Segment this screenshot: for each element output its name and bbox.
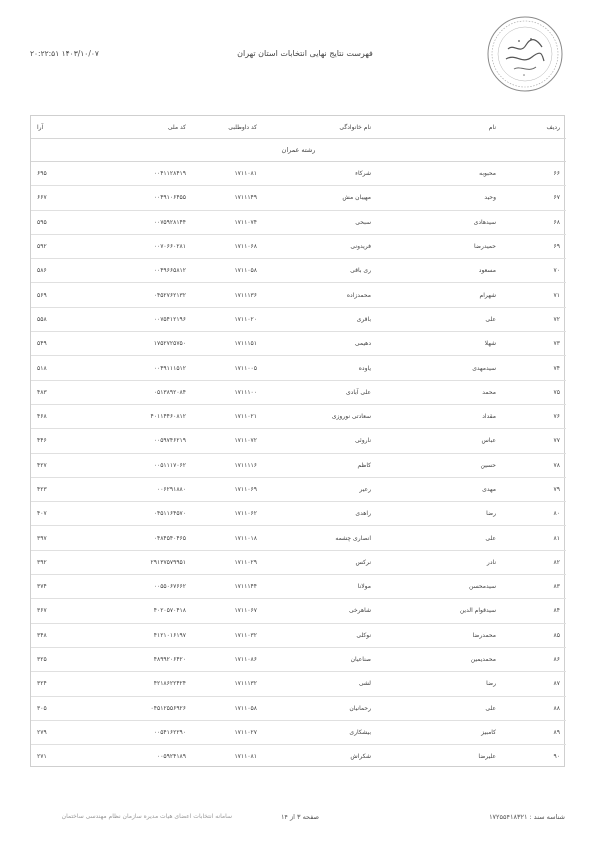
cell-votes: ۵۹۲ [31, 234, 68, 258]
cell-rank: ۷۲ [502, 307, 566, 331]
cell-last-name: محمدزاده [263, 283, 377, 307]
cell-votes: ۳۷۴ [31, 575, 68, 599]
cell-last-name: دهیمی [263, 332, 377, 356]
cell-rank: ۷۰ [502, 259, 566, 283]
cell-votes: ۴۰۷ [31, 502, 68, 526]
cell-votes: ۳۴۸ [31, 623, 68, 647]
cell-first-name: کامبیز [377, 720, 502, 744]
cell-first-name: علی [377, 307, 502, 331]
table-caption-row [31, 139, 566, 162]
cell-rank: ۸۵ [502, 623, 566, 647]
cell-national-code: ۱۷۱۱۰۸۱ [234, 753, 257, 761]
cell-votes: ۵۴۹ [31, 332, 68, 356]
cell-rank: ۸۰ [502, 502, 566, 526]
cell-member-code: ۰۰۶۲۹۱۸۸۰ [68, 477, 192, 501]
table-row [31, 234, 566, 258]
cell-first-name: وحید [377, 186, 502, 210]
table-row [31, 720, 566, 744]
cell-national-code: ۱۷۱۱۱۴۴ [192, 575, 263, 599]
cell-votes: ۶۹۵ [31, 162, 68, 186]
cell-rank: ۶۶ [502, 162, 566, 186]
cell-rank: ۸۷ [502, 672, 566, 696]
cell-member-code: ۰۰۵۵۰۶۷۶۶۲ [68, 575, 192, 599]
cell-votes: ۵۶۹ [31, 283, 68, 307]
cell-first-name: محمد [377, 380, 502, 404]
cell-member-code: ۰۰۴۹۱۱۱۵۱۲ [68, 356, 192, 380]
cell-rank: ۶۹ [502, 234, 566, 258]
cell-last-name: بیشکاری [263, 720, 377, 744]
cell-rank: ۷۸ [502, 453, 566, 477]
cell-rank: ۹۰ [553, 753, 560, 761]
cell-first-name: مسعود [377, 259, 502, 283]
table-row [31, 550, 566, 574]
cell-votes: ۵۱۸ [31, 356, 68, 380]
cell-last-name: شکراش [350, 753, 371, 761]
cell-member-code: ۴۰۱۱۴۴۶۰۸۱۲ [68, 404, 192, 428]
cell-first-name: مقداد [377, 404, 502, 428]
table-row [31, 453, 566, 477]
cell-member-code: ۰۰۴۹۱۰۶۴۵۵ [68, 186, 192, 210]
cell-national-code: ۱۷۱۱۱۱۶ [192, 453, 263, 477]
document-id: شناسه سند : ۱۷۲۵۵۴۱۸۳۲۱ [489, 813, 565, 821]
cell-votes: ۲۷۱ [37, 753, 47, 761]
table-row [31, 575, 566, 599]
cell-member-code: ۰۴۸۴۵۴۰۴۶۵ [68, 526, 192, 550]
cell-national-code: ۱۷۱۱۰۲۹ [192, 550, 263, 574]
cell-first-name: محبوبه [377, 162, 502, 186]
cell-national-code: ۱۷۱۱۱۰۰ [192, 380, 263, 404]
cell-national-code: ۱۷۱۱۰۳۲ [192, 623, 263, 647]
cell-national-code: ۱۷۱۱۱۴۹ [192, 186, 263, 210]
cell-votes: ۲۷۹ [31, 720, 68, 744]
table-row [31, 623, 566, 647]
table-header-row [31, 116, 566, 139]
cell-votes: ۳۹۷ [31, 526, 68, 550]
cell-rank: ۸۸ [502, 696, 566, 720]
cell-member-code: ۰۰۷۵۴۱۲۱۹۶ [68, 307, 192, 331]
cell-member-code: ۰۰۴۱۱۲۸۴۱۹ [68, 162, 192, 186]
table-row [31, 672, 566, 696]
cell-national-code: ۱۷۱۱۰۲۱ [192, 404, 263, 428]
cell-national-code: ۱۷۱۱۰۷۴ [192, 210, 263, 234]
cell-rank: ۸۴ [502, 599, 566, 623]
cell-last-name: صناعیان [263, 647, 377, 671]
table-row [31, 283, 566, 307]
cell-votes: ۵۹۵ [31, 210, 68, 234]
cell-member-code: ۰۰۷۰۶۶۰۲۸۱ [68, 234, 192, 258]
cell-member-code: ۰۰۷۵۹۲۸۱۴۴ [68, 210, 192, 234]
cell-national-code: ۱۷۱۱۰۸۱ [192, 162, 263, 186]
cell-last-name: شاهرخی [263, 599, 377, 623]
cell-votes: ۵۸۶ [31, 259, 68, 283]
cell-national-code: ۱۷۱۱۰۵۸ [192, 696, 263, 720]
table-row [31, 696, 566, 720]
table-row [31, 745, 566, 769]
cell-member-code: ۰۰۵۹۷۴۶۲۱۹ [68, 429, 192, 453]
table-row [31, 332, 566, 356]
cell-national-code: ۱۷۱۱۰۲۷ [192, 720, 263, 744]
cell-last-name: سبحی [263, 210, 377, 234]
cell-votes: ۶۶۷ [31, 186, 68, 210]
cell-member-code: ۰۴۵۲۷۶۲۱۳۲ [68, 283, 192, 307]
cell-last-name: کاظم [263, 453, 377, 477]
cell-votes: ۴۶۸ [31, 404, 68, 428]
cell-last-name: رحمانیان [263, 696, 377, 720]
table-row [31, 647, 566, 671]
cell-first-name: حسین [377, 453, 502, 477]
cell-first-name: محمدیمین [377, 647, 502, 671]
cell-first-name: علیرضا [478, 753, 496, 761]
results-table [31, 116, 566, 768]
cell-last-name: سعادتی نوروزی [263, 404, 377, 428]
cell-national-code: ۱۷۱۱۰۰۵ [192, 356, 263, 380]
cell-first-name: علی [377, 526, 502, 550]
cell-last-name: راهدی [263, 502, 377, 526]
cell-first-name: شهرام [377, 283, 502, 307]
column-header-last-name: نام خانوادگی [263, 116, 377, 139]
document-title: فهرست نتایج نهایی انتخابات استان تهران [237, 49, 373, 58]
cell-first-name: عباس [377, 429, 502, 453]
cell-first-name: سیدهادی [377, 210, 502, 234]
table-body [31, 162, 566, 769]
cell-rank: ۸۲ [502, 550, 566, 574]
table-row [31, 477, 566, 501]
cell-rank: ۷۹ [502, 477, 566, 501]
cell-national-code: ۱۷۱۱۰۱۸ [192, 526, 263, 550]
footer-note: سامانه انتخابات اعضای هیات مدیره سازمان نظام مهندسی ساختمان [61, 813, 232, 820]
cell-rank: ۷۵ [502, 380, 566, 404]
cell-member-code: ۲۹۱۳۷۵۷۹۹۵۱ [68, 550, 192, 574]
cell-national-code: ۱۷۱۱۰۷۲ [192, 429, 263, 453]
cell-last-name: یاوده [263, 356, 377, 380]
cell-national-code: ۱۷۱۱۰۶۹ [192, 477, 263, 501]
cell-national-code: ۱۷۱۱۱۳۶ [192, 283, 263, 307]
column-header-member-code: کد ملی [68, 116, 192, 139]
cell-first-name: شهلا [377, 332, 502, 356]
cell-first-name: سیدمحسن [377, 575, 502, 599]
table-row [31, 210, 566, 234]
page-number: صفحه ۳ از ۱۴ [280, 813, 320, 821]
cell-rank: ۷۶ [502, 404, 566, 428]
cell-last-name: علی آبادی [263, 380, 377, 404]
table-row [31, 186, 566, 210]
cell-member-code: ۰۴۵۱۱۶۴۵۷۰ [68, 502, 192, 526]
cell-rank: ۷۷ [502, 429, 566, 453]
cell-member-code: ۴۲۱۸۶۲۲۴۲۴ [68, 672, 192, 696]
cell-member-code: ۰۵۱۳۸۹۲۰۸۴ [68, 380, 192, 404]
table-row [31, 429, 566, 453]
cell-last-name: شرکاء [263, 162, 377, 186]
table-row [31, 259, 566, 283]
cell-first-name: سیدمهدی [377, 356, 502, 380]
cell-first-name: علی [377, 696, 502, 720]
cell-rank: ۸۱ [502, 526, 566, 550]
table-row [31, 380, 566, 404]
cell-member-code: ۰۰۴۹۶۶۵۸۱۲ [68, 259, 192, 283]
cell-member-code: ۰۰۵۱۱۱۷۰۶۲ [68, 453, 192, 477]
cell-national-code: ۱۷۱۱۰۵۸ [192, 259, 263, 283]
cell-first-name: مهدی [377, 477, 502, 501]
cell-national-code: ۱۷۱۱۰۶۷ [192, 599, 263, 623]
table-row [31, 404, 566, 428]
cell-first-name: نادر [377, 550, 502, 574]
cell-votes: ۴۴۶ [31, 429, 68, 453]
table-row [31, 307, 566, 331]
cell-last-name: ناروئی [263, 429, 377, 453]
cell-rank: ۸۹ [502, 720, 566, 744]
table-caption: رشته عمران [31, 139, 566, 162]
results-table-container [30, 115, 565, 767]
cell-votes: ۴۲۷ [31, 453, 68, 477]
cell-member-code: ۰۴۵۱۲۵۵۶۹۲۶ [68, 696, 192, 720]
cell-votes: ۵۵۸ [31, 307, 68, 331]
table-row [31, 526, 566, 550]
cell-last-name: مولانا [263, 575, 377, 599]
cell-votes: ۳۰۵ [31, 696, 68, 720]
cell-rank: ۶۷ [502, 186, 566, 210]
cell-last-name: باقری [263, 307, 377, 331]
table-row [31, 599, 566, 623]
cell-member-code: ۰۰۵۹۲۴۱۸۹ [156, 753, 186, 761]
cell-first-name: رضا [377, 502, 502, 526]
cell-votes: ۴۸۳ [31, 380, 68, 404]
document-datetime: ۱۴۰۳/۱۰/۰۷ ۲۰:۲۲:۵۱ [30, 49, 99, 58]
cell-member-code: ۰۰۵۴۱۶۲۲۹۰ [68, 720, 192, 744]
cell-last-name: مهیبان مش [263, 186, 377, 210]
cell-first-name: رضا [377, 672, 502, 696]
cell-national-code: ۱۷۱۱۱۵۱ [192, 332, 263, 356]
cell-member-code: ۴۸۹۹۲۰۶۴۲۰ [68, 647, 192, 671]
cell-votes: ۴۲۳ [31, 477, 68, 501]
cell-last-name: رعیر [263, 477, 377, 501]
column-header-votes: آرا [31, 116, 68, 139]
column-header-first-name: نام [377, 116, 502, 139]
cell-member-code: ۴۱۲۱۰۱۶۱۹۷ [68, 623, 192, 647]
table-row [31, 162, 566, 186]
cell-rank: ۷۱ [502, 283, 566, 307]
cell-votes: ۳۶۷ [31, 599, 68, 623]
cell-rank: ۸۶ [502, 647, 566, 671]
cell-last-name: انصاری چشمه [263, 526, 377, 550]
cell-votes: ۳۲۴ [31, 672, 68, 696]
cell-national-code: ۱۷۱۱۱۳۲ [192, 672, 263, 696]
cell-votes: ۳۹۲ [31, 550, 68, 574]
cell-last-name: لشی [263, 672, 377, 696]
cell-last-name: ری باقی [263, 259, 377, 283]
column-header-rank: ردیف [502, 116, 566, 139]
cell-member-code: ۱۷۵۲۷۲۵۷۵۰ [68, 332, 192, 356]
election-seal-logo [486, 15, 564, 93]
column-header-national-code: کد داوطلبی [192, 116, 263, 139]
cell-national-code: ۱۷۱۱۰۸۶ [192, 647, 263, 671]
cell-rank: ۸۳ [502, 575, 566, 599]
cell-rank: ۶۸ [502, 210, 566, 234]
cell-first-name: سیدقوام الدین [377, 599, 502, 623]
cell-last-name: نرکس [263, 550, 377, 574]
cell-rank: ۷۴ [502, 356, 566, 380]
cell-last-name: نوکلی [263, 623, 377, 647]
cell-first-name: محمدرضا [377, 623, 502, 647]
cell-member-code: ۴۰۲۰۵۷۰۴۱۸ [68, 599, 192, 623]
cell-national-code: ۱۷۱۱۰۲۰ [192, 307, 263, 331]
cell-first-name: حمیدرضا [377, 234, 502, 258]
table-row [31, 502, 566, 526]
cell-votes: ۳۲۵ [31, 647, 68, 671]
cell-last-name: فریدونی [263, 234, 377, 258]
cell-national-code: ۱۷۱۱۰۶۲ [192, 502, 263, 526]
cell-national-code: ۱۷۱۱۰۶۸ [192, 234, 263, 258]
table-row [31, 356, 566, 380]
cell-rank: ۷۳ [502, 332, 566, 356]
